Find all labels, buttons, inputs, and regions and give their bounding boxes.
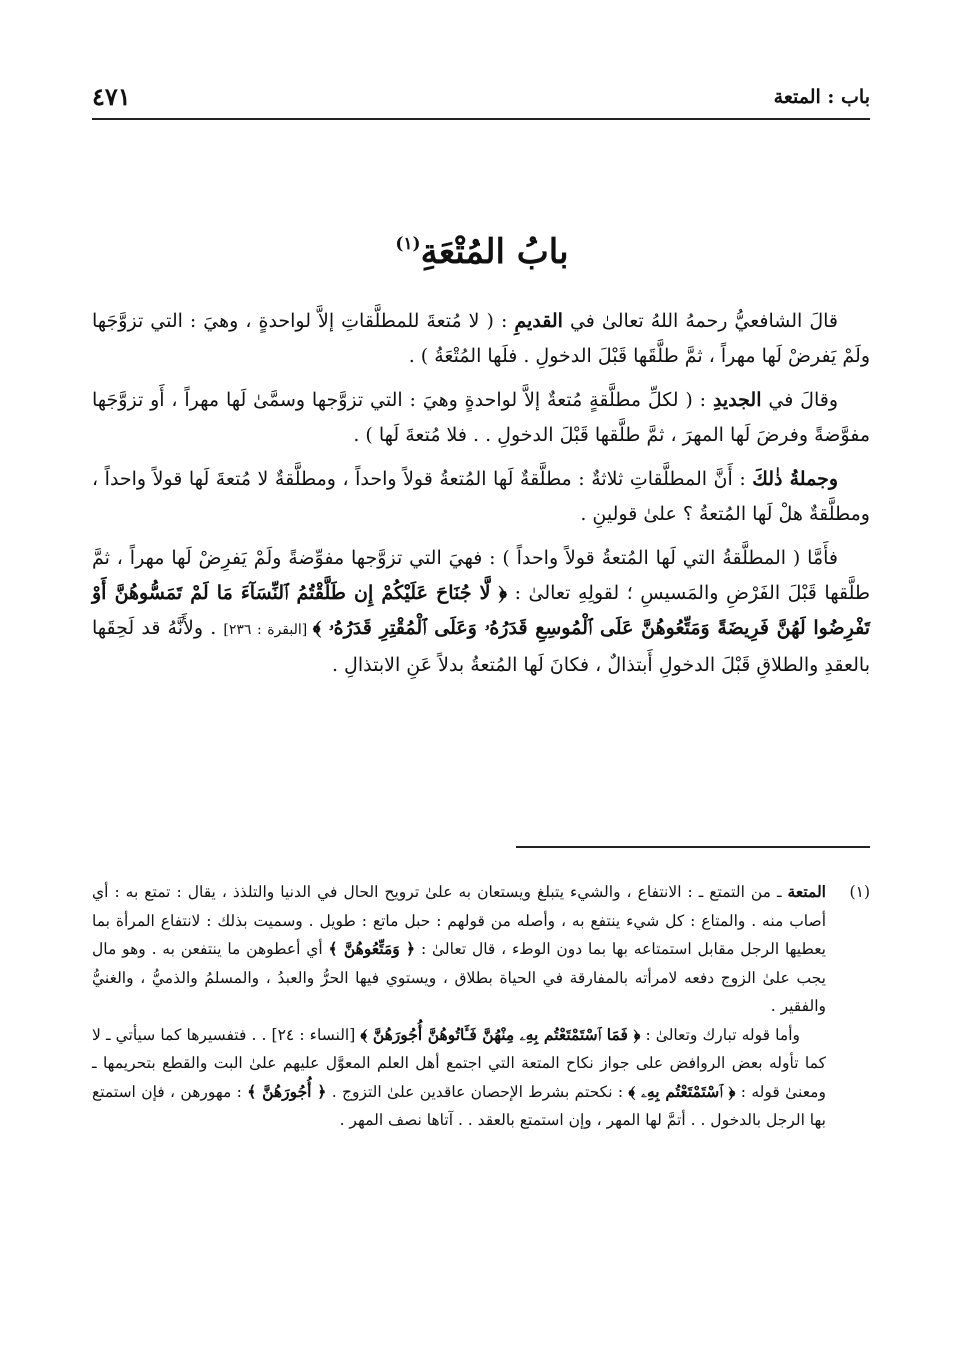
quran-verse: ﴿ وَمَتِّعُوهُنَّ ﴾ bbox=[328, 939, 416, 958]
text-run: وقالَ في bbox=[761, 389, 839, 411]
chapter-title-text: بابُ المُتْعَةِ bbox=[420, 232, 569, 272]
text-run: [النساء : ٢٤] . . فتفسيرها كما سيأتي ـ لا كما تأوله بعض الروافض على جواز نكاح المتعة التي اجتمع أهل العلم المعوَّل عليهم علىٰ البت والقطع بتحريمها ـ ومعنىٰ قوله : bbox=[92, 1025, 826, 1101]
paragraph-summary bbox=[92, 462, 870, 532]
footnotes bbox=[92, 878, 870, 1135]
text-run: أي أعطوهن ما ينتفعن به . وهو مال يجب علىٰ الزوج دفعه لامرأته بالمفارقة في الحياة بطلاق ، ويستوي فيها الحرُّ والعبدُ ، والمسلمُ والذميُّ ، والغنيُّ والفقير . bbox=[92, 940, 826, 1015]
footnote-reference[interactable]: (١) bbox=[395, 234, 421, 254]
text-run: وأما قوله تبارك وتعالىٰ : bbox=[640, 1025, 800, 1044]
quran-verse: ﴿ فَمَا ٱسْتَمْتَعْتُم بِهِۦ مِنْهُنَّ فَـَٔاتُوهُنَّ أُجُورَهُنَّ ﴾ bbox=[360, 1024, 641, 1044]
footnote-divider bbox=[516, 846, 870, 848]
footnote-marker: (١) bbox=[849, 883, 870, 901]
chapter-title bbox=[0, 232, 964, 272]
main-text bbox=[92, 304, 870, 692]
text-run: : نكحتم بشرط الإحصان عاقدين علىٰ التزوج . bbox=[326, 1082, 629, 1101]
footnote-paragraph bbox=[92, 1021, 826, 1135]
footnote-1 bbox=[92, 878, 870, 1135]
text-run: فأَمَّا ( المطلَّقةُ التي لَها المُتعةُ قولاً واحداً ) : فهيَ التي تزوَّجها مفوِّضةً ولَمْ يَفرِضْ لَها مهراً ، ثمَّ طلَّقها قَبْلَ الفَرْضِ والمَسيسِ ؛ لقولِهِ تعالىٰ : bbox=[92, 547, 870, 604]
keyword-new: الجديدِ bbox=[712, 389, 762, 411]
text-run: : أَنَّ المطلَّقاتِ ثلاثةٌ : مطلَّقةٌ لَها المُتعةُ قولاً واحداً ، ومطلَّقةٌ لا مُتعةَ لَها قولاً واحداً ، ومطلَّقةٌ هلْ لَها المُتعةُ ؟ علىٰ قولينِ . bbox=[92, 468, 870, 525]
running-header bbox=[92, 82, 870, 120]
text-run: : مهورهن ، فإن استمتع بها الرجل بالدخول . . أتمَّ لها المهر ، وإن استمتع بالعقد . . آتاها نصف المهر . bbox=[92, 1082, 826, 1129]
paragraph-old-opinion bbox=[92, 304, 870, 374]
page-number: ٤٧١ bbox=[92, 82, 131, 111]
footnote-term: المتعة bbox=[787, 882, 826, 901]
quran-verse: ﴿ أُجُورَهُنَّ ﴾ bbox=[247, 1081, 327, 1101]
keyword-old: القديمِ bbox=[514, 310, 563, 332]
keyword-summary: وجملةُ ذٰلكَ bbox=[752, 468, 838, 490]
text-run: : ( لكلِّ مطلَّقةٍ مُتعةٌ إلاَّ لواحدةٍ وهيَ : التي تزوَّجها وسمَّىٰ لَها مهراً ، أَو تزوَّجَها مفوَّضةً وفرضَ لَها المهرَ ، ثمَّ طلَّقها قَبْلَ الدخولِ . . فلا مُتعةَ لَها ) . bbox=[92, 389, 870, 446]
paragraph-first-category bbox=[92, 541, 870, 683]
text-run: : ( لا مُتعةَ للمطلَّقاتِ إلاَّ لواحدةٍ ، وهيَ : التي تزوَّجَها ولَمْ يَفرضْ لَها مهراً ، ثمَّ طلَّقَها قَبْلَ الدخولِ . فلَها المُتْعَةُ ) . bbox=[92, 310, 870, 367]
verse-reference: [البقرة : ٢٣٦] bbox=[223, 622, 313, 638]
running-title: باب : المتعة bbox=[773, 86, 870, 108]
quran-verse: ﴿ ٱسْتَمْتَعْتُم بِهِۦ ﴾ bbox=[628, 1081, 736, 1101]
footnote-paragraph bbox=[92, 878, 826, 1021]
text-run: . ولأَنَّهُ قد لَحِقَها بالعقدِ والطلاقِ قَبْلَ الدخولِ أَبتذالٌ ، فكانَ لَها المُتعةُ بدلاً عَنِ الابتذالِ . bbox=[92, 617, 870, 676]
quran-verse: ﴿ لَّا جُنَاحَ عَلَيْكُمْ إِن طَلَّقْتُمُ ٱلنِّسَآءَ مَا لَمْ تَمَسُّوهُنَّ أَوْ تَفْرِضُوا لَهُنَّ فَرِيضَةً وَمَتِّعُوهُنَّ عَلَى ٱلْمُوسِعِ قَدَرُهُۥ وَعَلَى ٱلْمُقْتِرِ قَدَرُهُۥ ﴾ bbox=[92, 582, 870, 639]
paragraph-new-opinion bbox=[92, 383, 870, 453]
text-run: ـ من التمتع ـ : الانتفاع ، والشيء يتبلغ ويستعان به علىٰ ترويح الحال في الدنيا والتلذذ ، يقال : تمتع به : أي أصاب منه . والمتاع : كل شيء ينتفع به ، وأصله من قولهم : حبل ماتع : طويل . وسميت بذلك : لانتفاع المرأة بما يعطيها الرجل مقابل استمتاعه بها بما دون الوطء ، قال تعالىٰ : bbox=[92, 883, 826, 958]
text-run: قالَ الشافعيُّ رحمهُ اللهُ تعالىٰ في bbox=[562, 310, 838, 332]
